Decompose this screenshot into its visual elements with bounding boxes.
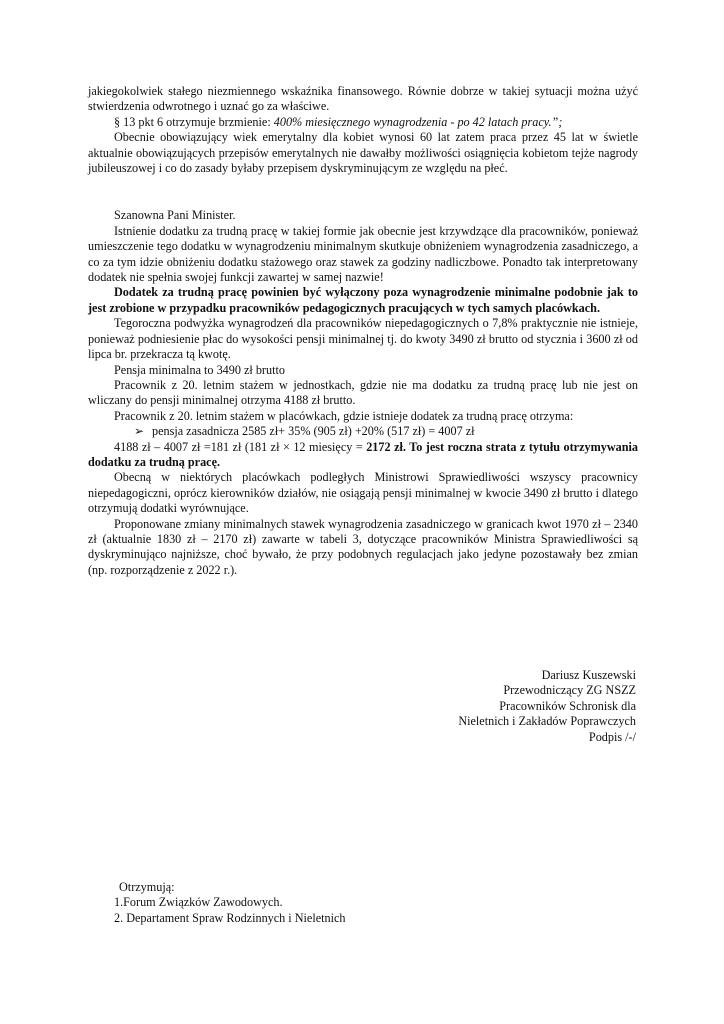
pay-raise-paragraph: Tegoroczna podwyżka wynagrodzeń dla pracowników niepedagogicznych o 7,8% praktycznie nie istnieje, ponieważ podniesienie płac do wysokości pensji minimalnej tj. do kwoty 3490 zł brutto od stycznia i 3600 zł od lipca br. przekracza tą kwotę. [88, 316, 638, 362]
retirement-age-paragraph: Obecnie obowiązujący wiek emerytalny dla kobiet wynosi 60 lat zatem praca przez 45 lat w świetle aktualnie obowiązujących przepisów emerytalnych nie dawałby możliwości osiągnięcia kobietom tejże nagrody jubileuszowej i co do zasady byłaby przepisem dyskryminującym ze względu na płeć. [88, 130, 638, 176]
continuation-paragraph: jakiegokolwiek stałego niezmiennego wskaźnika finansowego. Równie dobrze w takiej sytuacji można użyć stwierdzenia odwrotnego i uznać go za właściwe. [88, 84, 638, 114]
compensation-paragraph: Obecną w niektórych placówkach podległych Ministrowi Sprawiedliwości wszyscy pracownicy niepedagogiczni, oprócz kierowników działów, nie osiągają pensji minimalnej w kwocie 3490 zł brutto i dlatego otrzymują dodatki wyrównujące. [88, 470, 638, 516]
calc-prefix: 4188 zł – 4007 zł =181 zł (181 zł × 12 miesięcy = [114, 439, 367, 454]
hardship-allowance-paragraph: Istnienie dodatku za trudną pracę w takiej formie jak obecnie jest krzywdzące dla pracowników, ponieważ umieszczenie tego dodatku w wynagrodzeniu minimalnym skutkuje obniżeniem wynagrodzenia zasadniczego, a co za tym idzie obniżeniu dodatku stażowego oraz stawek za godziny nadliczbowe. Ponadto tak interpretowany dodatek nie spełnia swojej funkcji zawartej w samej nazwie! [88, 223, 638, 285]
signature-block [336, 668, 636, 745]
document-body [88, 84, 638, 578]
section-13-quote: 400% miesięcznego wynagrodzenia - po 42 latach pracy.”; [273, 114, 563, 129]
bullet-text: pensja zasadnicza 2585 zł+ 35% (905 zł) +20% (517 zł) = 4007 zł [152, 424, 475, 439]
signature-mark: Podpis /-/ [588, 729, 636, 744]
recipient-item: 2. Departament Spraw Rodzinnych i Nieletnich [114, 910, 346, 925]
recipient-item: 1.Forum Związków Zawodowych. [114, 895, 283, 910]
recipients-block [114, 880, 346, 926]
worker-without-allowance-paragraph: Pracownik z 20. letnim stażem w jednostkach, gdzie nie ma dodatku za trudną pracę lub nie jest on wliczany do pensji minimalnej otrzyma 4188 zł brutto. [88, 377, 638, 408]
section-13-prefix: § 13 pkt 6 otrzymuje brzmienie: [114, 114, 274, 129]
section-gap [88, 176, 638, 208]
signatory-name: Dariusz Kuszewski [541, 668, 636, 682]
salutation: Szanowna Pani Minister. [114, 208, 236, 223]
minimum-wage-line: Pensja minimalna to 3490 zł brutto [114, 362, 285, 377]
signatory-title-2: Pracowników Schronisk dla [499, 698, 636, 713]
calc-bold: 2172 zł. To jest roczna strata z tytułu otrzymywania dodatku za trudną pracę. [88, 439, 638, 469]
bold-demand-paragraph: Dodatek za trudną pracę powinien być wyłączony poza wynagrodzenie minimalne podobnie jak to jest zrobione w przypadku pracowników pedagogicznych pracujących w tych samych placówkach. [88, 285, 638, 315]
recipients-title: Otrzymują: [119, 880, 175, 894]
worker-with-allowance-paragraph: Pracownik z 20. letnim stażem w placówkach, gdzie istnieje dodatek za trudną pracę otrzyma: [114, 408, 574, 423]
salary-breakdown-bullet [88, 424, 638, 439]
proposed-changes-paragraph: Proponowane zmiany minimalnych stawek wynagrodzenia zasadniczego w granicach kwot 1970 zł – 2340 zł (aktualnie 1830 zł – 2170 zł) zawarte w tabeli 3, dotyczące pracowników Ministra Sprawiedliwości są dyskryminująco najniższe, choć bywało, że przy podobnych regulacjach jako jedyne pozostawały bez zmian (np. rozporządzenie z 2022 r.). [88, 516, 638, 577]
section-13-paragraph [88, 115, 638, 130]
arrow-bullet-icon: ➢ [134, 424, 145, 439]
annual-loss-paragraph [88, 440, 638, 471]
signatory-title-1: Przewodniczący ZG NSZZ [503, 683, 636, 698]
signatory-title-3: Nieletnich i Zakładów Poprawczych [458, 714, 636, 729]
